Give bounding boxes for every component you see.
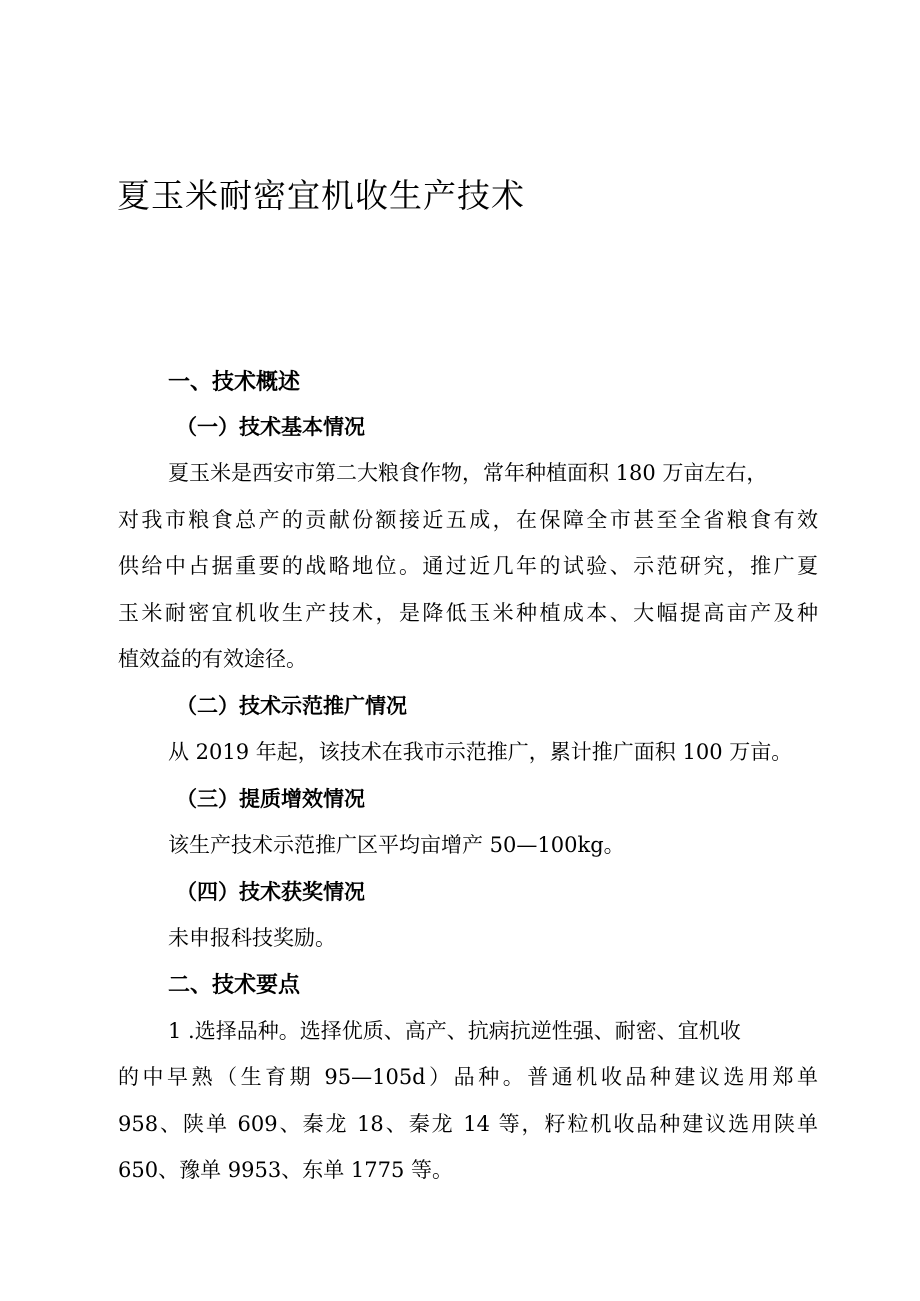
paragraph-line: 玉米耐密宜机收生产技术，是降低玉米种植成本、大幅提高亩产及种: [118, 601, 818, 625]
paragraph-line: 的中早熟（生育期 95—105d）品种。普通机收品种建议选用郑单: [118, 1065, 818, 1089]
paragraph-line: 958、陕单 609、秦龙 18、秦龙 14 等，籽粒机收品种建议选用陕单: [118, 1112, 818, 1136]
section-heading-overview: 一、技术概述: [168, 370, 301, 395]
paragraph-line: 夏玉米是西安市第二大粮食作物，常年种植面积 180 万亩左右，: [168, 461, 768, 485]
subsection-heading-awards: （四）技术获奖情况: [176, 879, 365, 904]
subsection-heading-basic: （一）技术基本情况: [176, 414, 365, 439]
section-heading-key-points: 二、技术要点: [168, 973, 301, 998]
subsection-heading-promotion: （二）技术示范推广情况: [176, 693, 407, 718]
paragraph-line: 从 2019 年起，该技术在我市示范推广，累计推广面积 100 万亩。: [168, 740, 793, 764]
paragraph-line: 植效益的有效途径。: [118, 647, 307, 671]
paragraph-line: 1 .选择品种。选择优质、高产、抗病抗逆性强、耐密、宜机收: [168, 1019, 741, 1043]
document-title: 夏玉米耐密宜机收生产技术: [117, 176, 525, 215]
paragraph-line: 对我市粮食总产的贡献份额接近五成，在保障全市甚至全省粮食有效: [118, 508, 818, 532]
subsection-heading-efficiency: （三）提质增效情况: [176, 786, 365, 811]
paragraph-line: 650、豫单 9953、东单 1775 等。: [118, 1158, 453, 1182]
paragraph-line: 供给中占据重要的战略地位。通过近几年的试验、示范研究，推广夏: [118, 554, 818, 578]
paragraph-line: 该生产技术示范推广区平均亩增产 50—100kg。: [168, 833, 625, 857]
paragraph-line: 未申报科技奖励。: [168, 926, 336, 950]
